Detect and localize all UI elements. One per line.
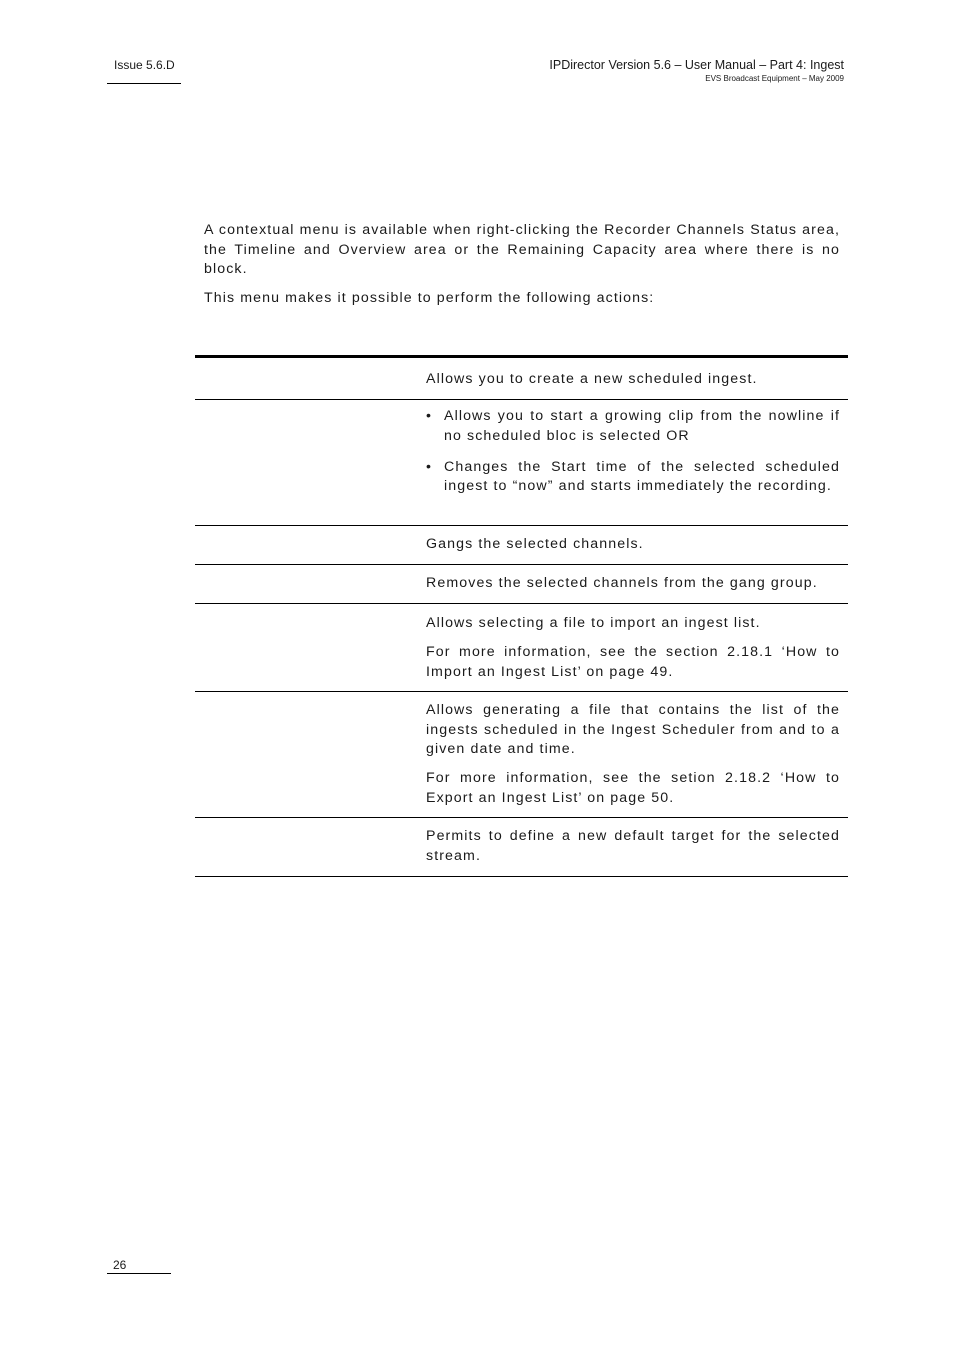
- intro-paragraph: A contextual menu is available when right-clicking the Recorder Channels Status area, the Timeline and Overview area or the Remaining Capacity area where there is no block.: [204, 222, 840, 277]
- lead-paragraph: This menu makes it possible to perform the following actions:: [204, 290, 655, 306]
- actions-table: [195, 355, 848, 877]
- description-text: Allows selecting a file to import an ingest list.: [426, 615, 761, 631]
- bullet-list: [426, 407, 840, 497]
- description-text: For more information, see the section 2.18.1 ‘How to Import an Ingest List’ on page 49.: [426, 644, 840, 680]
- list-item: [426, 458, 840, 497]
- header-rule: [107, 83, 181, 84]
- description-text: Removes the selected channels from the gang group.: [426, 575, 818, 591]
- action-name-cell: [195, 565, 418, 603]
- bullet-text: Changes the Start time of the selected scheduled ingest to “now” and starts immediately the recording.: [444, 458, 840, 494]
- footer-rule: [107, 1273, 171, 1274]
- description-cell: [418, 604, 848, 691]
- description-text: Allows you to create a new scheduled ingest.: [426, 371, 758, 387]
- header-title: IPDirector Version 5.6 – User Manual – Part 4: Ingest: [549, 58, 844, 72]
- action-name-cell: [195, 526, 418, 564]
- table-row: [195, 565, 848, 604]
- action-name-cell: [195, 400, 418, 525]
- bullet-text: Allows you to start a growing clip from the nowline if no scheduled bloc is selected OR: [444, 408, 840, 444]
- description-cell: [418, 358, 848, 399]
- description-text: Allows generating a file that contains the list of the ingests scheduled in the Ingest Scheduler from and to a given date and time.: [426, 702, 840, 757]
- table-row: [195, 604, 848, 692]
- table-row: [195, 818, 848, 877]
- table-row: [195, 692, 848, 818]
- description-cell: [418, 400, 848, 525]
- description-cell: [418, 565, 848, 603]
- description-cell: [418, 818, 848, 876]
- description-cell: [418, 526, 848, 564]
- action-name-cell: [195, 818, 418, 876]
- page-number: 26: [113, 1258, 127, 1272]
- table-row: [195, 400, 848, 526]
- bullet-icon: •: [426, 408, 433, 424]
- header-issue: Issue 5.6.D: [114, 58, 175, 72]
- header-subtitle: EVS Broadcast Equipment – May 2009: [705, 74, 844, 83]
- list-item: [426, 407, 840, 446]
- description-text: Gangs the selected channels.: [426, 536, 644, 552]
- description-text: For more information, see the setion 2.18.2 ‘How to Export an Ingest List’ on page 50.: [426, 770, 840, 806]
- action-name-cell: [195, 604, 418, 691]
- description-cell: [418, 692, 848, 817]
- table-row: [195, 526, 848, 565]
- action-name-cell: [195, 358, 418, 399]
- table-row: [195, 358, 848, 400]
- action-name-cell: [195, 692, 418, 817]
- description-text: Permits to define a new default target for the selected stream.: [426, 828, 840, 864]
- bullet-icon: •: [426, 458, 433, 475]
